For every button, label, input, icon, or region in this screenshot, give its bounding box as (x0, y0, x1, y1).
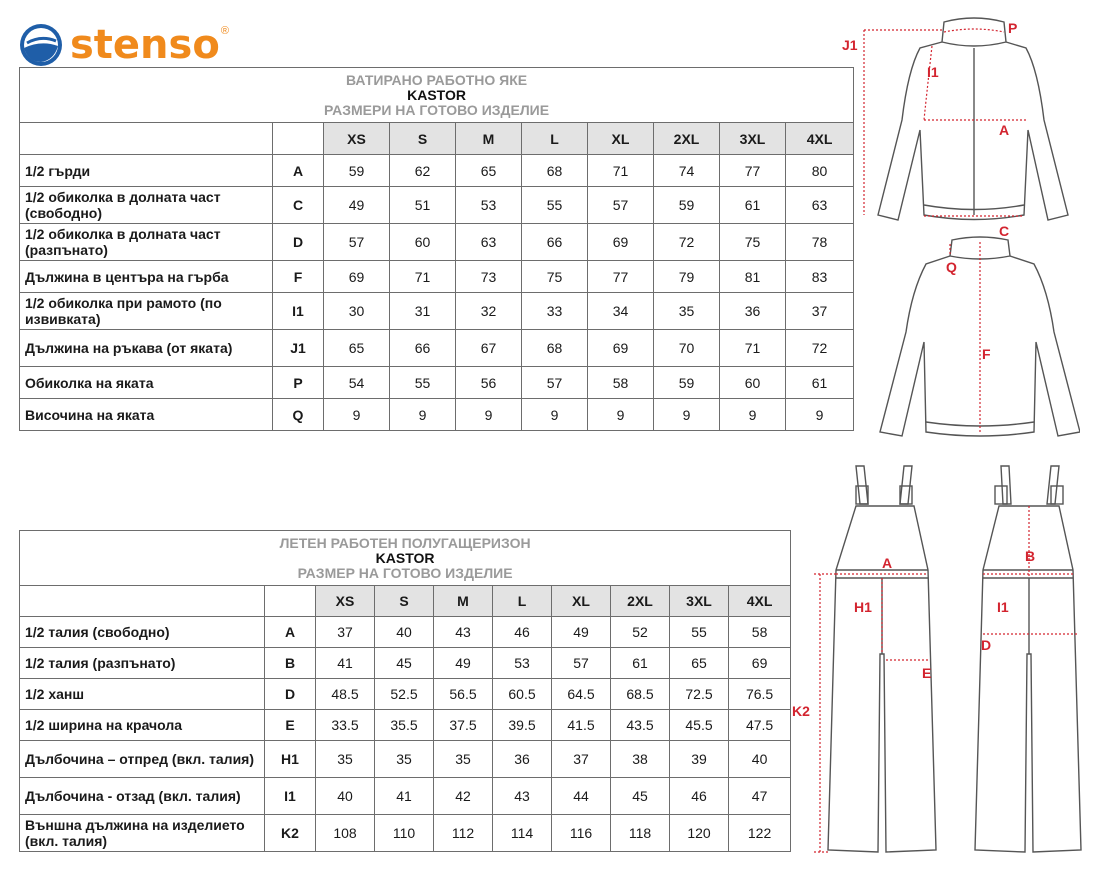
bib-size-header-xs: XS (316, 586, 375, 617)
jacket-value-cell: 55 (522, 187, 588, 224)
bib-value-cell: 40 (375, 617, 434, 648)
jacket-size-header-xs: XS (324, 123, 390, 155)
jacket-measure-row (20, 155, 854, 187)
bib-value-cell: 35 (375, 741, 434, 778)
bib-value-cell: 46 (670, 778, 729, 815)
bib-measure-label: 1/2 ханш (20, 679, 265, 710)
bib-value-cell: 69 (729, 648, 791, 679)
jacket-value-cell: 69 (324, 261, 390, 293)
jacket-measure-row (20, 261, 854, 293)
jacket-value-cell: 70 (654, 330, 720, 367)
jacket-value-cell: 65 (324, 330, 390, 367)
jacket-value-cell: 54 (324, 367, 390, 399)
bib-measure-code: A (265, 617, 316, 648)
jacket-value-cell: 77 (588, 261, 654, 293)
bib-value-cell: 35 (316, 741, 375, 778)
jacket-value-cell: 75 (720, 224, 786, 261)
bib-measure-row (20, 815, 791, 852)
jacket-back-label-F: F (982, 346, 991, 362)
bib-value-cell: 39.5 (493, 710, 552, 741)
bib-value-cell: 48.5 (316, 679, 375, 710)
bib-measure-code: B (265, 648, 316, 679)
bib-value-cell: 112 (434, 815, 493, 852)
jacket-value-cell: 57 (588, 187, 654, 224)
bib-measure-code: K2 (265, 815, 316, 852)
bib-value-cell: 37.5 (434, 710, 493, 741)
bib-value-cell: 37 (552, 741, 611, 778)
jacket-value-cell: 51 (390, 187, 456, 224)
bib-value-cell: 72.5 (670, 679, 729, 710)
header-blank (20, 586, 265, 617)
bib-value-cell: 46 (493, 617, 552, 648)
bib-measure-label: Дълбочина – отпред (вкл. талия) (20, 741, 265, 778)
bib-size-header-2xl: 2XL (611, 586, 670, 617)
bib-table-title (20, 531, 791, 586)
bib-value-cell: 45 (375, 648, 434, 679)
brand-globe-icon (18, 22, 64, 68)
bib-value-cell: 68.5 (611, 679, 670, 710)
bib-measure-code: I1 (265, 778, 316, 815)
jacket-value-cell: 77 (720, 155, 786, 187)
jacket-measure-code: F (273, 261, 324, 293)
jacket-value-cell: 81 (720, 261, 786, 293)
bib-size-header-4xl: 4XL (729, 586, 791, 617)
bib-back-diagram (965, 460, 1105, 860)
jacket-value-cell: 9 (390, 399, 456, 431)
jacket-size-header-2xl: 2XL (654, 123, 720, 155)
jacket-front-label-I1: I1 (927, 64, 939, 80)
bib-value-cell: 110 (375, 815, 434, 852)
jacket-value-cell: 66 (522, 224, 588, 261)
bib-value-cell: 43.5 (611, 710, 670, 741)
bib-value-cell: 114 (493, 815, 552, 852)
jacket-size-header-3xl: 3XL (720, 123, 786, 155)
jacket-value-cell: 71 (588, 155, 654, 187)
jacket-value-cell: 56 (456, 367, 522, 399)
bib-value-cell: 42 (434, 778, 493, 815)
bib-value-cell: 41 (375, 778, 434, 815)
jacket-value-cell: 9 (522, 399, 588, 431)
jacket-value-cell: 67 (456, 330, 522, 367)
jacket-value-cell: 30 (324, 293, 390, 330)
bib-value-cell: 55 (670, 617, 729, 648)
jacket-value-cell: 75 (522, 261, 588, 293)
bib-back-label-D: D (981, 637, 992, 653)
jacket-size-header-m: M (456, 123, 522, 155)
jacket-size-header-s: S (390, 123, 456, 155)
jacket-measure-row (20, 224, 854, 261)
jacket-value-cell: 9 (456, 399, 522, 431)
bib-measure-label: 1/2 талия (разпънато) (20, 648, 265, 679)
bib-value-cell: 60.5 (493, 679, 552, 710)
bib-front-label-H1: H1 (854, 599, 872, 615)
bib-value-cell: 40 (316, 778, 375, 815)
brand-name: stenso (70, 22, 220, 68)
jacket-size-header-l: L (522, 123, 588, 155)
jacket-front-label-P: P (1008, 20, 1018, 36)
jacket-measure-code: J1 (273, 330, 324, 367)
bib-value-cell: 39 (670, 741, 729, 778)
bib-back-label-I1: I1 (997, 599, 1009, 615)
bib-value-cell: 45.5 (670, 710, 729, 741)
jacket-value-cell: 61 (720, 187, 786, 224)
bib-value-cell: 56.5 (434, 679, 493, 710)
jacket-measure-label: 1/2 обиколка в долната част (разпънато) (20, 224, 273, 261)
jacket-value-cell: 59 (654, 367, 720, 399)
bib-value-cell: 33.5 (316, 710, 375, 741)
bib-value-cell: 45 (611, 778, 670, 815)
jacket-size-table (19, 67, 854, 431)
jacket-value-cell: 71 (720, 330, 786, 367)
bib-front-label-E: E (922, 665, 932, 681)
jacket-front-label-A: A (999, 122, 1010, 138)
jacket-value-cell: 73 (456, 261, 522, 293)
jacket-size-header-xl: XL (588, 123, 654, 155)
bib-measure-label: 1/2 ширина на крачола (20, 710, 265, 741)
header-blank (265, 586, 316, 617)
jacket-table-title-line2: KASTOR (407, 86, 466, 103)
bib-measure-label: Външна дължина на изделието (вкл. талия) (20, 815, 265, 852)
jacket-front-diagram (840, 10, 1090, 242)
bib-value-cell: 47 (729, 778, 791, 815)
jacket-measure-label: 1/2 гърди (20, 155, 273, 187)
bib-value-cell: 58 (729, 617, 791, 648)
bib-measure-row (20, 778, 791, 815)
jacket-value-cell: 61 (786, 367, 854, 399)
jacket-measure-row (20, 187, 854, 224)
header-blank (20, 123, 273, 155)
jacket-measure-code: D (273, 224, 324, 261)
jacket-value-cell: 49 (324, 187, 390, 224)
bib-size-header-m: M (434, 586, 493, 617)
bib-front-label-A: A (882, 555, 893, 571)
header-blank (273, 123, 324, 155)
bib-value-cell: 53 (493, 648, 552, 679)
jacket-value-cell: 69 (588, 330, 654, 367)
jacket-front-label-J1: J1 (842, 37, 858, 53)
jacket-value-cell: 37 (786, 293, 854, 330)
bib-value-cell: 38 (611, 741, 670, 778)
bib-measure-row (20, 741, 791, 778)
jacket-value-cell: 72 (654, 224, 720, 261)
jacket-measure-code: C (273, 187, 324, 224)
bib-value-cell: 118 (611, 815, 670, 852)
bib-size-header-l: L (493, 586, 552, 617)
bib-size-header-s: S (375, 586, 434, 617)
jacket-value-cell: 74 (654, 155, 720, 187)
jacket-measure-label: 1/2 обиколка при рамото (по извивката) (20, 293, 273, 330)
bib-size-header-3xl: 3XL (670, 586, 729, 617)
bib-value-cell: 43 (493, 778, 552, 815)
jacket-value-cell: 58 (588, 367, 654, 399)
bib-value-cell: 57 (552, 648, 611, 679)
jacket-table-title-line3: РАЗМЕРИ НА ГОТОВО ИЗДЕЛИЕ (324, 101, 550, 118)
jacket-value-cell: 9 (786, 399, 854, 431)
bib-size-table (19, 530, 791, 852)
bib-front-diagram (790, 460, 950, 860)
jacket-measure-row (20, 293, 854, 330)
jacket-measure-label: Дължина на ръкава (от яката) (20, 330, 273, 367)
bib-value-cell: 52.5 (375, 679, 434, 710)
bib-back-label-B: B (1025, 548, 1036, 564)
jacket-measure-row (20, 330, 854, 367)
jacket-value-cell: 31 (390, 293, 456, 330)
bib-value-cell: 108 (316, 815, 375, 852)
bib-value-cell: 41 (316, 648, 375, 679)
bib-measure-row (20, 648, 791, 679)
bib-value-cell: 41.5 (552, 710, 611, 741)
bib-value-cell: 116 (552, 815, 611, 852)
jacket-measure-row (20, 399, 854, 431)
jacket-value-cell: 72 (786, 330, 854, 367)
bib-value-cell: 122 (729, 815, 791, 852)
jacket-value-cell: 63 (456, 224, 522, 261)
bib-value-cell: 35 (434, 741, 493, 778)
jacket-value-cell: 68 (522, 330, 588, 367)
bib-value-cell: 40 (729, 741, 791, 778)
jacket-value-cell: 55 (390, 367, 456, 399)
jacket-value-cell: 80 (786, 155, 854, 187)
jacket-value-cell: 57 (324, 224, 390, 261)
brand-registered-mark: ® (220, 25, 229, 37)
jacket-value-cell: 53 (456, 187, 522, 224)
bib-value-cell: 76.5 (729, 679, 791, 710)
bib-value-cell: 44 (552, 778, 611, 815)
jacket-value-cell: 33 (522, 293, 588, 330)
jacket-value-cell: 59 (654, 187, 720, 224)
jacket-size-header-4xl: 4XL (786, 123, 854, 155)
jacket-value-cell: 63 (786, 187, 854, 224)
bib-value-cell: 64.5 (552, 679, 611, 710)
jacket-value-cell: 62 (390, 155, 456, 187)
bib-value-cell: 49 (552, 617, 611, 648)
jacket-value-cell: 68 (522, 155, 588, 187)
bib-measure-label: Дълбочина - отзад (вкл. талия) (20, 778, 265, 815)
bib-size-header-xl: XL (552, 586, 611, 617)
bib-value-cell: 52 (611, 617, 670, 648)
jacket-value-cell: 60 (720, 367, 786, 399)
jacket-measure-label: Дължина в центъра на гърба (20, 261, 273, 293)
bib-front-label-K2: K2 (792, 703, 810, 719)
jacket-measure-label: 1/2 обиколка в долната част (свободно) (20, 187, 273, 224)
brand-logo (18, 22, 229, 68)
jacket-value-cell: 9 (324, 399, 390, 431)
jacket-measure-code: Q (273, 399, 324, 431)
jacket-measure-code: P (273, 367, 324, 399)
bib-value-cell: 37 (316, 617, 375, 648)
jacket-value-cell: 34 (588, 293, 654, 330)
bib-value-cell: 35.5 (375, 710, 434, 741)
jacket-value-cell: 83 (786, 261, 854, 293)
jacket-back-label-Q: Q (946, 259, 957, 275)
bib-measure-row (20, 679, 791, 710)
jacket-table-title (20, 68, 854, 123)
bib-value-cell: 120 (670, 815, 729, 852)
bib-measure-row (20, 710, 791, 741)
jacket-value-cell: 35 (654, 293, 720, 330)
jacket-value-cell: 59 (324, 155, 390, 187)
jacket-measure-code: A (273, 155, 324, 187)
jacket-value-cell: 79 (654, 261, 720, 293)
jacket-value-cell: 9 (720, 399, 786, 431)
jacket-value-cell: 69 (588, 224, 654, 261)
bib-measure-code: E (265, 710, 316, 741)
jacket-value-cell: 66 (390, 330, 456, 367)
jacket-measure-label: Обиколка на яката (20, 367, 273, 399)
bib-value-cell: 65 (670, 648, 729, 679)
jacket-value-cell: 9 (588, 399, 654, 431)
jacket-value-cell: 32 (456, 293, 522, 330)
bib-value-cell: 43 (434, 617, 493, 648)
bib-value-cell: 47.5 (729, 710, 791, 741)
bib-value-cell: 49 (434, 648, 493, 679)
jacket-value-cell: 65 (456, 155, 522, 187)
jacket-measure-label: Височина на яката (20, 399, 273, 431)
jacket-front-label-C: C (999, 223, 1010, 239)
jacket-value-cell: 78 (786, 224, 854, 261)
jacket-measure-row (20, 367, 854, 399)
bib-table-title-line3: РАЗМЕР НА ГОТОВО ИЗДЕЛИЕ (297, 564, 513, 581)
jacket-back-diagram (870, 232, 1080, 442)
bib-measure-code: H1 (265, 741, 316, 778)
bib-measure-code: D (265, 679, 316, 710)
jacket-value-cell: 57 (522, 367, 588, 399)
bib-table-title-line2: KASTOR (375, 549, 435, 566)
jacket-table-title-line1: ВАТИРАНО РАБОТНО ЯКЕ (346, 71, 528, 88)
bib-measure-label: 1/2 талия (свободно) (20, 617, 265, 648)
jacket-value-cell: 71 (390, 261, 456, 293)
bib-size-header-row (20, 586, 791, 617)
bib-value-cell: 36 (493, 741, 552, 778)
bib-table-title-line1: ЛЕТЕН РАБОТЕН ПОЛУГАЩЕРИЗОН (279, 534, 531, 551)
jacket-value-cell: 36 (720, 293, 786, 330)
jacket-value-cell: 9 (654, 399, 720, 431)
bib-value-cell: 61 (611, 648, 670, 679)
jacket-value-cell: 60 (390, 224, 456, 261)
jacket-size-header-row (20, 123, 854, 155)
bib-measure-row (20, 617, 791, 648)
jacket-measure-code: I1 (273, 293, 324, 330)
